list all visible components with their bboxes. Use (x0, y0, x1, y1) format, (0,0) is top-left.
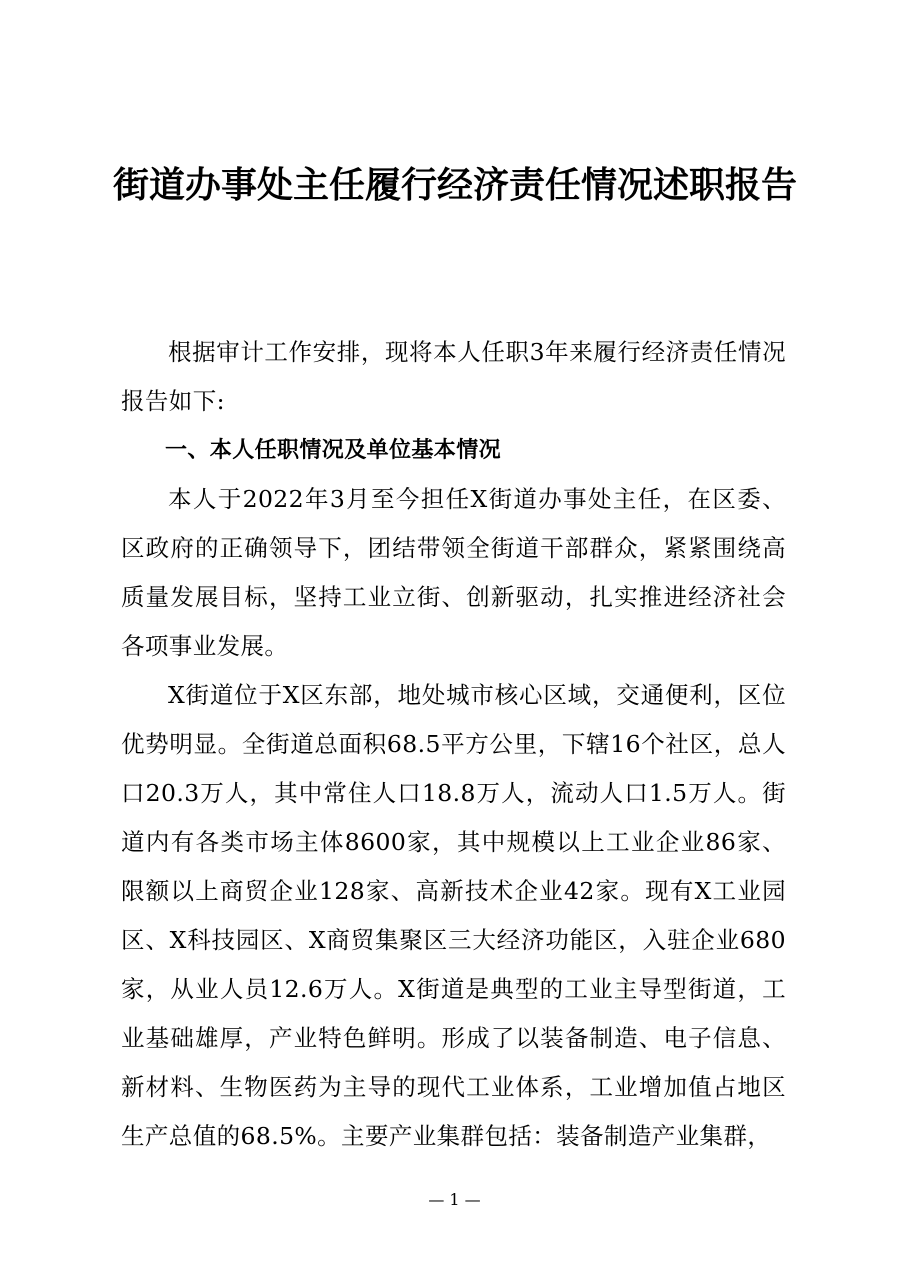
document-body (121, 328, 786, 1161)
section-heading: 一、本人任职情况及单位基本情况 (165, 438, 502, 463)
body-paragraph: X街道位于X区东部，地处城市核心区域，交通便利，区位优势明显。全街道总面积68.5平方公里，下辖16个社区，总人口20.3万人，其中常住人口18.8万人，流动人口1.5万人。街道内有各类市场主体8600家，其中规模以上工业企业86家、限额以上商贸企业128家、高新技术企业42家。现有X工业园区、X科技园区、X商贸集聚区三大经济功能区，入驻企业680家，从业人员12.6万人。X街道是典型的工业主导型街道，工业基础雄厚，产业特色鲜明。形成了以装备制造、电子信息、新材料、生物医药为主导的现代工业体系，工业增加值占地区生产总值的68.5%。主要产业集群包括：装备制造产业集群， (121, 681, 786, 1150)
intro-paragraph: 根据审计工作安排，现将本人任职3年来履行经济责任情况报告如下: (121, 338, 786, 415)
document-title: 街道办事处主任履行经济责任情况述职报告 (112, 165, 797, 206)
body-paragraph: 本人于2022年3月至今担任X街道办事处主任，在区委、区政府的正确领导下，团结带领全街道干部群众，紧紧围绕高质量发展目标，坚持工业立街、创新驱动，扎实推进经济社会各项事业发展。 (121, 485, 786, 660)
page-number: — 1 — (428, 1190, 481, 1209)
